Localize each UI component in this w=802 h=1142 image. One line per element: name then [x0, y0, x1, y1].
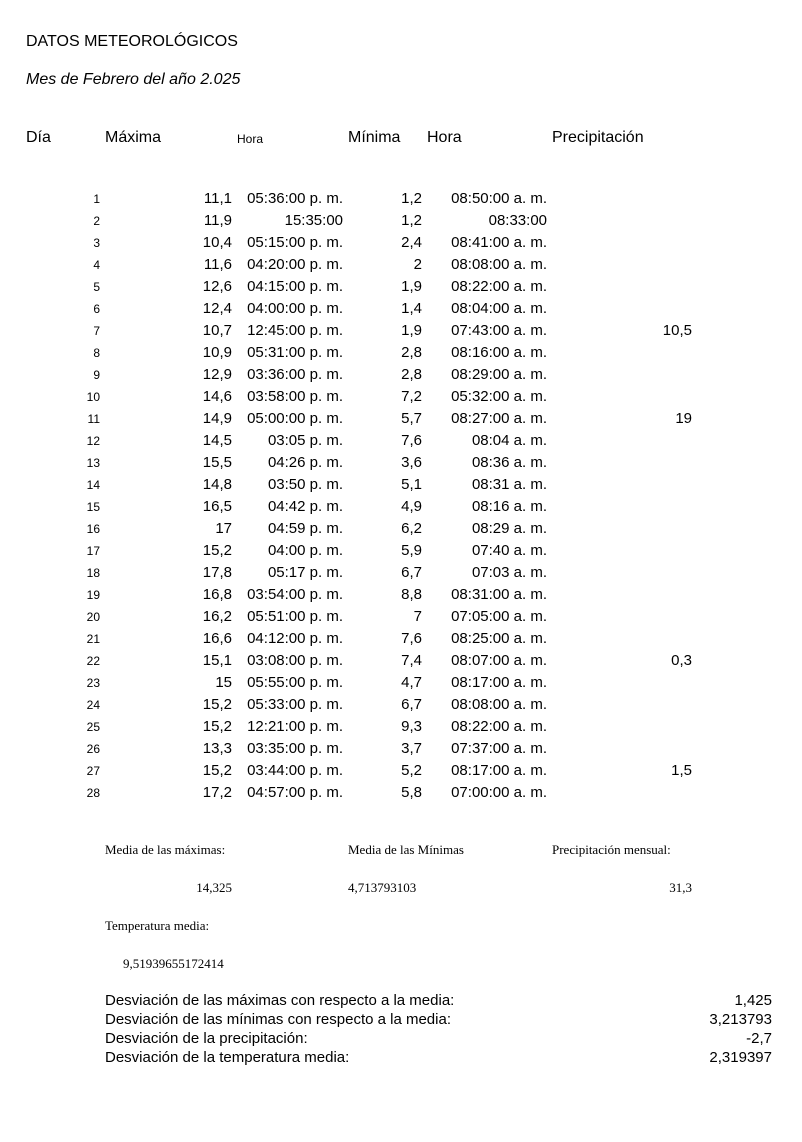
- cell-hora-min: 08:22:00 a. m.: [451, 718, 547, 735]
- table-row: [0, 693, 802, 715]
- cell-dia: 12: [86, 434, 100, 448]
- cell-hora-min: 07:43:00 a. m.: [451, 322, 547, 339]
- cell-dia: 9: [93, 368, 100, 382]
- deviation-row: [105, 992, 772, 1011]
- table-row: [0, 341, 802, 363]
- cell-maxima: 11,9: [203, 212, 232, 229]
- cell-maxima: 16,8: [202, 586, 232, 603]
- cell-hora-min: 05:32:00 a. m.: [451, 388, 547, 405]
- page-subtitle: Mes de Febrero del año 2.025: [26, 71, 241, 88]
- cell-hora-max: 03:36:00 p. m.: [247, 366, 343, 383]
- cell-maxima: 16,2: [202, 608, 232, 625]
- cell-hora-max: 12:21:00 p. m.: [247, 718, 343, 735]
- table-row: [0, 539, 802, 561]
- table-row: [0, 385, 802, 407]
- cell-hora-max: 03:58:00 p. m.: [247, 388, 343, 405]
- cell-dia: 4: [93, 258, 100, 272]
- cell-hora-max: 04:12:00 p. m.: [247, 630, 343, 647]
- cell-precipitacion: 19: [675, 410, 692, 427]
- table-row: [0, 429, 802, 451]
- table-row: [0, 363, 802, 385]
- cell-dia: 25: [86, 720, 100, 734]
- cell-minima: 3,6: [401, 454, 422, 471]
- table-row: [0, 209, 802, 231]
- deviation-label: Desviación de la temperatura media:: [105, 1049, 350, 1066]
- cell-hora-min: 07:00:00 a. m.: [451, 784, 547, 801]
- cell-maxima: 10,4: [202, 234, 232, 251]
- cell-hora-min: 08:27:00 a. m.: [451, 410, 547, 427]
- cell-dia: 27: [86, 764, 100, 778]
- deviation-label: Desviación de la precipitación:: [105, 1030, 308, 1047]
- table-row: [0, 275, 802, 297]
- cell-minima: 6,7: [401, 564, 422, 581]
- cell-dia: 5: [93, 280, 100, 294]
- cell-minima: 2,4: [401, 234, 422, 251]
- table-row: [0, 759, 802, 781]
- cell-maxima: 15,1: [202, 652, 232, 669]
- cell-hora-min: 08:04 a. m.: [471, 432, 547, 449]
- cell-minima: 7,4: [401, 652, 422, 669]
- header-hora-max: Hora: [237, 132, 264, 146]
- table-row: [0, 297, 802, 319]
- cell-minima: 8,8: [401, 586, 422, 603]
- table-row: [0, 407, 802, 429]
- header-dia: Día: [26, 129, 51, 146]
- cell-maxima: 15: [215, 674, 232, 691]
- cell-hora-max: 05:17 p. m.: [267, 564, 343, 581]
- deviation-row: [105, 1011, 772, 1030]
- cell-hora-min: 08:16:00 a. m.: [451, 344, 547, 361]
- cell-hora-max: 03:54:00 p. m.: [247, 586, 343, 603]
- deviation-value: 1,425: [734, 992, 772, 1009]
- cell-dia: 8: [93, 346, 100, 360]
- cell-dia: 20: [86, 610, 100, 624]
- cell-maxima: 13,3: [202, 740, 232, 757]
- cell-hora-max: 03:50 p. m.: [267, 476, 343, 493]
- cell-hora-min: 08:25:00 a. m.: [451, 630, 547, 647]
- cell-dia: 1: [93, 192, 100, 206]
- cell-minima: 1,9: [401, 278, 422, 295]
- cell-minima: 7,2: [401, 388, 422, 405]
- table-row: [0, 737, 802, 759]
- cell-maxima: 10,9: [202, 344, 232, 361]
- cell-minima: 5,7: [401, 410, 422, 427]
- table-row: [0, 187, 802, 209]
- cell-hora-max: 04:26 p. m.: [267, 454, 343, 471]
- media-min-label: Media de las Mínimas: [348, 842, 464, 857]
- cell-minima: 2: [413, 256, 422, 273]
- deviation-value: -2,7: [746, 1030, 772, 1047]
- cell-hora-max: 04:15:00 p. m.: [247, 278, 343, 295]
- header-maxima: Máxima: [105, 129, 162, 146]
- cell-hora-max: 03:08:00 p. m.: [247, 652, 343, 669]
- cell-dia: 13: [86, 456, 100, 470]
- table-row: [0, 605, 802, 627]
- deviation-value: 2,319397: [709, 1049, 772, 1066]
- cell-hora-min: 08:08:00 a. m.: [451, 696, 547, 713]
- temp-media-label: Temperatura media:: [105, 918, 210, 933]
- table-row: [0, 781, 802, 803]
- table-row: [0, 517, 802, 539]
- cell-hora-min: 08:04:00 a. m.: [451, 300, 547, 317]
- cell-minima: 3,7: [401, 740, 422, 757]
- cell-minima: 5,2: [401, 762, 422, 779]
- cell-dia: 22: [86, 654, 100, 668]
- cell-hora-max: 04:42 p. m.: [267, 498, 343, 515]
- cell-maxima: 17: [215, 520, 232, 537]
- cell-dia: 16: [86, 522, 100, 536]
- cell-maxima: 17,2: [202, 784, 232, 801]
- cell-minima: 4,9: [401, 498, 422, 515]
- header-precipitacion: Precipitación: [552, 129, 644, 146]
- cell-dia: 23: [86, 676, 100, 690]
- table-row: [0, 583, 802, 605]
- cell-hora-min: 08:50:00 a. m.: [451, 190, 547, 207]
- table-row: [0, 253, 802, 275]
- cell-hora-min: 07:40 a. m.: [471, 542, 547, 559]
- cell-hora-min: 08:07:00 a. m.: [451, 652, 547, 669]
- cell-hora-min: 08:08:00 a. m.: [451, 256, 547, 273]
- cell-dia: 2: [93, 214, 100, 228]
- header-hora-min: Hora: [427, 129, 462, 146]
- cell-minima: 4,7: [401, 674, 422, 691]
- table-row: [0, 627, 802, 649]
- table-row: [0, 649, 802, 671]
- cell-maxima: 12,6: [202, 278, 232, 295]
- table-row: [0, 451, 802, 473]
- cell-maxima: 12,9: [202, 366, 232, 383]
- cell-dia: 14: [86, 478, 100, 492]
- cell-hora-min: 08:31:00 a. m.: [451, 586, 547, 603]
- deviation-label: Desviación de las máximas con respecto a la media:: [105, 992, 455, 1009]
- cell-maxima: 15,2: [202, 762, 232, 779]
- cell-maxima: 15,2: [202, 542, 232, 559]
- cell-maxima: 17,8: [202, 564, 232, 581]
- table-row: [0, 319, 802, 341]
- cell-hora-min: 08:41:00 a. m.: [451, 234, 547, 251]
- media-max-label: Media de las máximas:: [105, 842, 226, 857]
- deviation-row: [105, 1030, 772, 1049]
- cell-minima: 6,2: [401, 520, 422, 537]
- cell-dia: 7: [93, 324, 100, 338]
- cell-hora-max: 04:57:00 p. m.: [247, 784, 343, 801]
- cell-maxima: 14,6: [202, 388, 232, 405]
- media-max-value: 14,325: [196, 880, 232, 895]
- cell-hora-max: 03:05 p. m.: [267, 432, 343, 449]
- cell-hora-min: 08:17:00 a. m.: [451, 762, 547, 779]
- cell-hora-min: 08:22:00 a. m.: [451, 278, 547, 295]
- cell-dia: 15: [86, 500, 100, 514]
- cell-dia: 28: [86, 786, 100, 800]
- cell-hora-max: 04:20:00 p. m.: [247, 256, 343, 273]
- cell-dia: 10: [86, 390, 100, 404]
- cell-maxima: 14,9: [202, 410, 232, 427]
- cell-hora-min: 08:16 a. m.: [471, 498, 547, 515]
- cell-maxima: 16,5: [202, 498, 232, 515]
- cell-dia: 26: [86, 742, 100, 756]
- table-row: [0, 231, 802, 253]
- cell-maxima: 15,2: [202, 696, 232, 713]
- cell-hora-min: 08:36 a. m.: [471, 454, 547, 471]
- cell-minima: 7: [413, 608, 422, 625]
- cell-maxima: 11,1: [203, 190, 232, 207]
- cell-maxima: 14,5: [202, 432, 232, 449]
- cell-minima: 1,9: [401, 322, 422, 339]
- cell-hora-max: 05:36:00 p. m.: [247, 190, 343, 207]
- cell-hora-max: 03:44:00 p. m.: [247, 762, 343, 779]
- cell-hora-min: 08:29 a. m.: [471, 520, 547, 537]
- media-min-value: 4,713793103: [348, 880, 417, 895]
- cell-minima: 7,6: [401, 630, 422, 647]
- cell-hora-max: 15:35:00: [284, 212, 343, 229]
- table-row: [0, 715, 802, 737]
- cell-dia: 6: [93, 302, 100, 316]
- cell-maxima: 12,4: [202, 300, 232, 317]
- cell-hora-max: 05:00:00 p. m.: [247, 410, 343, 427]
- cell-dia: 21: [86, 632, 100, 646]
- cell-hora-max: 04:59 p. m.: [267, 520, 343, 537]
- cell-dia: 11: [87, 412, 100, 426]
- cell-hora-min: 07:03 a. m.: [471, 564, 547, 581]
- cell-maxima: 16,6: [202, 630, 232, 647]
- cell-minima: 2,8: [401, 344, 422, 361]
- deviation-label: Desviación de las mínimas con respecto a la media:: [105, 1011, 451, 1028]
- prec-mensual-label: Precipitación mensual:: [552, 842, 671, 857]
- cell-minima: 2,8: [401, 366, 422, 383]
- cell-hora-min: 08:31 a. m.: [471, 476, 547, 493]
- cell-minima: 5,1: [401, 476, 422, 493]
- cell-minima: 1,4: [401, 300, 422, 317]
- table-row: [0, 671, 802, 693]
- cell-dia: 18: [86, 566, 100, 580]
- cell-dia: 17: [86, 544, 100, 558]
- cell-maxima: 15,5: [202, 454, 232, 471]
- table-row: [0, 495, 802, 517]
- cell-hora-max: 03:35:00 p. m.: [247, 740, 343, 757]
- cell-maxima: 10,7: [202, 322, 232, 339]
- cell-minima: 1,2: [401, 190, 422, 207]
- cell-minima: 9,3: [401, 718, 422, 735]
- cell-hora-max: 05:55:00 p. m.: [247, 674, 343, 691]
- cell-dia: 24: [86, 698, 100, 712]
- cell-hora-max: 12:45:00 p. m.: [247, 322, 343, 339]
- cell-dia: 3: [93, 236, 100, 250]
- temp-media-value: 9,51939655172414: [123, 956, 224, 971]
- cell-hora-max: 05:15:00 p. m.: [247, 234, 343, 251]
- cell-hora-max: 04:00 p. m.: [267, 542, 343, 559]
- table-row: [0, 473, 802, 495]
- cell-hora-max: 05:51:00 p. m.: [247, 608, 343, 625]
- cell-hora-max: 04:00:00 p. m.: [247, 300, 343, 317]
- cell-minima: 5,9: [401, 542, 422, 559]
- cell-precipitacion: 0,3: [671, 652, 692, 669]
- cell-hora-max: 05:33:00 p. m.: [247, 696, 343, 713]
- cell-hora-min: 08:29:00 a. m.: [451, 366, 547, 383]
- deviation-row: [105, 1049, 772, 1068]
- cell-maxima: 15,2: [202, 718, 232, 735]
- cell-dia: 19: [86, 588, 100, 602]
- cell-precipitacion: 10,5: [662, 322, 692, 339]
- cell-hora-min: 07:05:00 a. m.: [451, 608, 547, 625]
- cell-minima: 6,7: [401, 696, 422, 713]
- cell-hora-min: 07:37:00 a. m.: [451, 740, 547, 757]
- prec-mensual-value: 31,3: [669, 880, 692, 895]
- deviation-value: 3,213793: [709, 1011, 772, 1028]
- page-title: DATOS METEOROLÓGICOS: [26, 33, 238, 50]
- cell-maxima: 14,8: [202, 476, 232, 493]
- cell-maxima: 11,6: [203, 256, 232, 273]
- table-row: [0, 561, 802, 583]
- cell-minima: 5,8: [401, 784, 422, 801]
- cell-hora-min: 08:17:00 a. m.: [451, 674, 547, 691]
- cell-hora-min: 08:33:00: [488, 212, 547, 229]
- cell-precipitacion: 1,5: [671, 762, 692, 779]
- cell-minima: 7,6: [401, 432, 422, 449]
- cell-hora-max: 05:31:00 p. m.: [247, 344, 343, 361]
- header-minima: Mínima: [348, 129, 401, 146]
- cell-minima: 1,2: [401, 212, 422, 229]
